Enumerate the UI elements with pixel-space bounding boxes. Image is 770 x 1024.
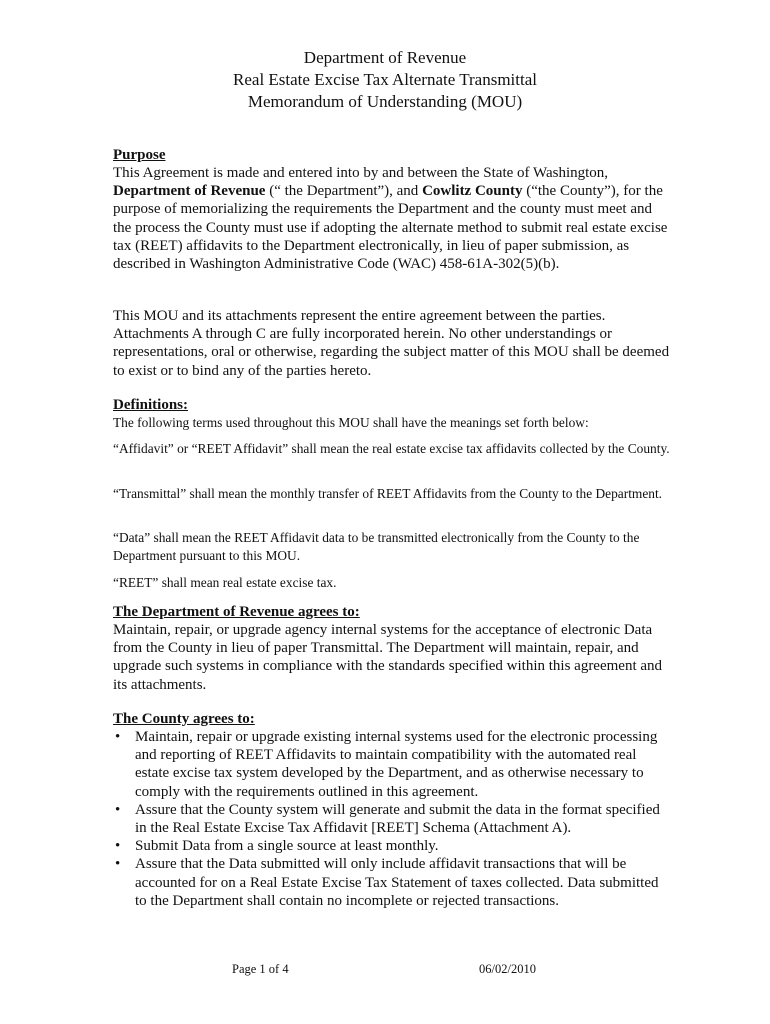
document-subtitle: Real Estate Excise Tax Alternate Transmittal <box>233 70 537 89</box>
list-item: • Maintain, repair or upgrade existing internal systems used for the electronic processing and reporting of REET Affidavits to maintain compatibility with the automated real estate excise tax system developed by the Department, and as otherwise necessary to comply with the requirements outlined in this agreement. <box>115 729 658 800</box>
county-heading: The County agrees to: <box>113 711 255 727</box>
definition-affidavit: “Affidavit” or “REET Affidavit” shall mean the real estate excise tax affidavits collected by the County. <box>113 441 670 456</box>
list-item: • Assure that the County system will generate and submit the data in the format specified in the Real Estate Excise Tax Affidavit [REET] Schema (Attachment A). <box>115 801 660 837</box>
definition-transmittal: “Transmittal” shall mean the monthly transfer of REET Affidavits from the County to the Department. <box>113 486 663 501</box>
county-section <box>113 710 673 910</box>
bullet-icon: • <box>115 838 121 855</box>
definition-data: “Data” shall mean the REET Affidavit data to be transmitted electronically from the County to the Department pursuant to this MOU. <box>113 530 640 563</box>
purpose-paragraph-2: This MOU and its attachments represent the entire agreement between the parties. Attachments A through C are fully incorporated herein. No other understandings or representations, oral or otherwise, regarding the subject matter of this MOU shall be deemed to exist or to bind any of the parties hereto. <box>113 308 670 379</box>
department-text: Maintain, repair, or upgrade agency internal systems for the acceptance of electronic Data from the County in lieu of paper Transmittal. The Department will maintain, repair, and upgrade such systems in compliance with the standards specified within this agreement and its attachments. <box>113 622 663 693</box>
document-subtitle-mou: Memorandum of Understanding (MOU) <box>247 92 523 111</box>
definitions-heading: Definitions: <box>113 397 188 413</box>
county-obligations-list <box>113 728 673 910</box>
purpose-paragraph-1: This Agreement is made and entered into by and between the State of Washington, Department of Revenue (“ the Department”), and Cowlitz County (“the County”), for the purpose of memorializing the requirements the Department and the county must meet and the process the County must use if adopting the alternate method to submit real estate excise tax (REET) affidavits to the Department electronically, in lieu of paper submission, as described in Washington Administrative Code (WAC) 458-61A-302(5)(b). <box>113 165 668 273</box>
document-date: 06/02/2010 <box>479 962 536 976</box>
definitions-section <box>113 396 673 432</box>
department-section <box>113 603 673 694</box>
list-item: • Assure that the Data submitted will only include affidavit transactions that will be accounted for on a Real Estate Excise Tax Statement of taxes collected. Data submitted to the Department shall contain no incomplete or rejected transactions. <box>115 856 659 909</box>
bullet-icon: • <box>115 729 121 745</box>
list-item: • Submit Data from a single source at least monthly. <box>115 838 439 855</box>
department-heading: The Department of Revenue agrees to: <box>113 604 360 620</box>
purpose-section <box>113 146 673 273</box>
county-name: Cowlitz County <box>422 183 523 200</box>
definition-reet: “REET” shall mean real estate excise tax. <box>113 575 337 590</box>
document-title: Department of Revenue <box>303 48 467 67</box>
bullet-icon: • <box>115 801 121 818</box>
definitions-intro: The following terms used throughout this MOU shall have the meanings set forth below: <box>113 415 589 430</box>
page-number: Page 1 of 4 <box>232 962 289 976</box>
bullet-icon: • <box>115 856 121 873</box>
department-name: Department of Revenue <box>113 183 266 200</box>
purpose-heading: Purpose <box>113 147 166 163</box>
